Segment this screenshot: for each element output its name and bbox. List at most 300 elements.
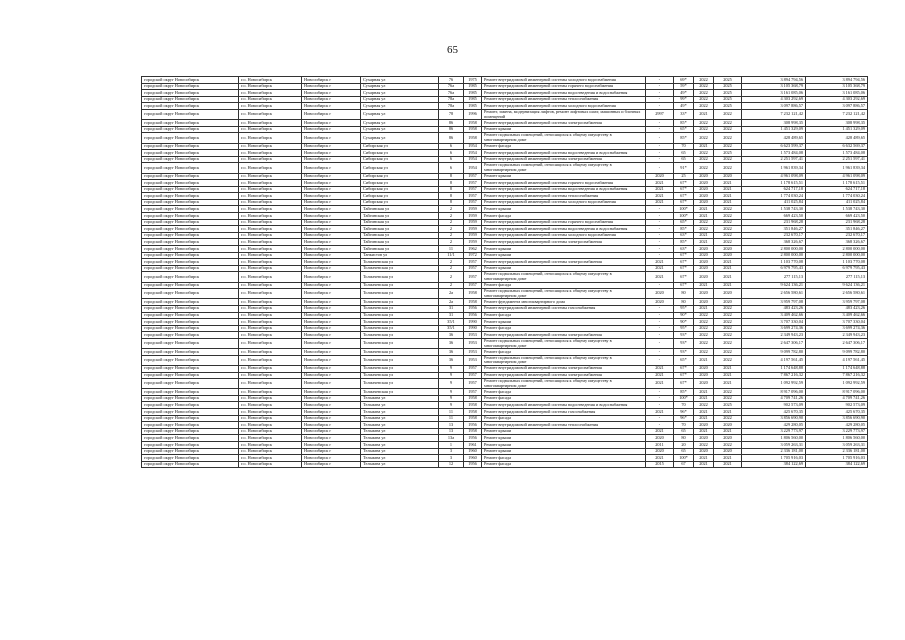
municipality-cell: городской округ Новосибирск — [142, 239, 239, 246]
build-year-cell: 1953 — [464, 355, 482, 365]
wear-percent-cell: 59* — [674, 83, 694, 90]
locality-cell: Новосибирск г — [302, 455, 361, 462]
district-cell: г.о. Новосибирск — [239, 402, 302, 409]
cost-total-cell: 425 670,35 — [742, 409, 806, 416]
district-cell: г.о. Новосибирск — [239, 83, 302, 90]
locality-cell: Новосибирск г — [302, 193, 361, 200]
house-number-cell: 8 — [439, 186, 464, 193]
municipality-cell: городской округ Новосибирск — [142, 365, 239, 372]
house-number-cell: 2 — [439, 259, 464, 266]
locality-cell: Новосибирск г — [302, 428, 361, 435]
street-cell: Сухарная ул — [361, 103, 439, 110]
table-row — [142, 133, 868, 143]
last-repair-year-cell: - — [646, 213, 674, 220]
work-type-cell: Ремонт внутридомовой инженерной системы холодного водоснабжения — [482, 103, 646, 110]
build-year-cell: 1957 — [464, 173, 482, 180]
house-number-cell: 2 — [439, 206, 464, 213]
table-row — [142, 332, 868, 339]
locality-cell: Новосибирск г — [302, 319, 361, 326]
cost-fund-cell: 277 115,13 — [806, 272, 868, 282]
plan-start-cell: 2022 — [694, 163, 714, 173]
plan-end-cell: 2025 — [714, 90, 742, 97]
plan-end-cell: 2025 — [714, 150, 742, 157]
cost-fund-cell: 669 423,50 — [806, 213, 868, 220]
work-type-cell: Ремонт внутридомовой инженерной системы холодного водоснабжения — [482, 232, 646, 239]
cost-total-cell: 3 161 085,06 — [742, 90, 806, 97]
locality-cell: Новосибирск г — [302, 379, 361, 389]
district-cell: г.о. Новосибирск — [239, 289, 302, 299]
district-cell: г.о. Новосибирск — [239, 163, 302, 173]
district-cell: г.о. Новосибирск — [239, 325, 302, 332]
locality-cell: Новосибирск г — [302, 109, 361, 119]
cost-total-cell: 9 624 136,21 — [742, 282, 806, 289]
last-repair-year-cell: - — [646, 77, 674, 84]
cost-total-cell: 483 423,26 — [742, 305, 806, 312]
cost-fund-cell: 3 409 462,66 — [806, 312, 868, 319]
house-number-cell: 78 — [439, 109, 464, 119]
municipality-cell: городской округ Новосибирск — [142, 325, 239, 332]
build-year-cell: 1958 — [464, 402, 482, 409]
last-repair-year-cell: - — [646, 126, 674, 133]
work-type-cell: Ремонт внутридомовой инженерной системы горячего водоснабжения — [482, 219, 646, 226]
last-repair-year-cell: - — [646, 415, 674, 422]
table-row — [142, 325, 868, 332]
street-cell: Тельмана ул — [361, 448, 439, 455]
work-type-cell: Ремонт, замена, модернизация лифтов, ремонт лифтовых шахт, машинных и блочных помещений — [482, 109, 646, 119]
cost-total-cell: 3 229 773,97 — [742, 428, 806, 435]
district-cell: г.о. Новосибирск — [239, 77, 302, 84]
build-year-cell: 1958 — [464, 299, 482, 306]
cost-fund-cell: 1 178 615,51 — [806, 180, 868, 187]
cost-fund-cell: 4 709 741,26 — [806, 395, 868, 402]
wear-percent-cell: 20 — [674, 442, 694, 449]
municipality-cell: городской округ Новосибирск — [142, 186, 239, 193]
cost-fund-cell: 3 856 690,90 — [806, 415, 868, 422]
build-year-cell: 1954 — [464, 156, 482, 163]
build-year-cell: 1958 — [464, 415, 482, 422]
wear-percent-cell: 95* — [674, 305, 694, 312]
work-type-cell: Ремонт внутридомовой инженерной системы водоотведения и водоснабжения — [482, 186, 646, 193]
last-repair-year-cell: - — [646, 239, 674, 246]
last-repair-year-cell: - — [646, 206, 674, 213]
last-repair-year-cell: - — [646, 312, 674, 319]
street-cell: Тайгинская ул — [361, 226, 439, 233]
municipality-cell: городской округ Новосибирск — [142, 103, 239, 110]
build-year-cell: 1958 — [464, 126, 482, 133]
table-row — [142, 126, 868, 133]
municipality-cell: городской округ Новосибирск — [142, 272, 239, 282]
municipality-cell: городской округ Новосибирск — [142, 173, 239, 180]
plan-start-cell: 2022 — [694, 325, 714, 332]
plan-end-cell: 2022 — [714, 219, 742, 226]
municipality-cell: городской округ Новосибирск — [142, 126, 239, 133]
last-repair-year-cell: - — [646, 422, 674, 429]
district-cell: г.о. Новосибирск — [239, 395, 302, 402]
plan-start-cell: 2021 — [694, 355, 714, 365]
table-row — [142, 461, 868, 468]
house-number-cell: 78а — [439, 96, 464, 103]
street-cell: Сибирская ул — [361, 156, 439, 163]
municipality-cell: городской округ Новосибирск — [142, 312, 239, 319]
house-number-cell: 36 — [439, 355, 464, 365]
cost-total-cell: 1 538 743,30 — [742, 206, 806, 213]
last-repair-year-cell: 2020 — [646, 299, 674, 306]
district-cell: г.о. Новосибирск — [239, 120, 302, 127]
district-cell: г.о. Новосибирск — [239, 193, 302, 200]
table-row — [142, 232, 868, 239]
work-type-cell: Ремонт крыши — [482, 442, 646, 449]
street-cell: Тайгинская ул — [361, 239, 439, 246]
wear-percent-cell: 25 — [674, 173, 694, 180]
wear-percent-cell: 65 — [674, 150, 694, 157]
house-number-cell: 11 — [439, 415, 464, 422]
plan-end-cell: 2022 — [714, 213, 742, 220]
wear-percent-cell: 100* — [674, 455, 694, 462]
cost-total-cell: 384 122,69 — [742, 461, 806, 468]
street-cell: Сухарная ул — [361, 120, 439, 127]
house-number-cell: 9 — [439, 402, 464, 409]
district-cell: г.о. Новосибирск — [239, 226, 302, 233]
plan-start-cell: 2020 — [694, 252, 714, 259]
house-number-cell: 2 — [439, 226, 464, 233]
wear-percent-cell: 95* — [674, 325, 694, 332]
street-cell: Толмачевская ул — [361, 332, 439, 339]
cost-fund-cell: 3 161 085,06 — [806, 90, 868, 97]
district-cell: г.о. Новосибирск — [239, 422, 302, 429]
municipality-cell: городской округ Новосибирск — [142, 422, 239, 429]
locality-cell: Новосибирск г — [302, 272, 361, 282]
street-cell: Сибирская ул — [361, 199, 439, 206]
municipality-cell: городской округ Новосибирск — [142, 219, 239, 226]
locality-cell: Новосибирск г — [302, 305, 361, 312]
plan-start-cell: 2020 — [694, 299, 714, 306]
municipality-cell: городской округ Новосибирск — [142, 395, 239, 402]
locality-cell: Новосибирск г — [302, 355, 361, 365]
street-cell: Сибирская ул — [361, 193, 439, 200]
table-row — [142, 83, 868, 90]
work-type-cell: Ремонт фасада — [482, 455, 646, 462]
plan-start-cell: 2022 — [694, 349, 714, 356]
house-number-cell: 9 — [439, 365, 464, 372]
street-cell: Сибирская ул — [361, 186, 439, 193]
plan-start-cell: 2020 — [694, 199, 714, 206]
work-type-cell: Ремонт внутридомовой инженерной системы водоотведения и водоснабжения — [482, 226, 646, 233]
wear-percent-cell: 63* — [674, 232, 694, 239]
plan-start-cell: 2022 — [694, 96, 714, 103]
district-cell: г.о. Новосибирск — [239, 206, 302, 213]
plan-end-cell: 2022 — [714, 312, 742, 319]
table-row — [142, 272, 868, 282]
build-year-cell: 1996 — [464, 109, 482, 119]
wear-percent-cell: 85* — [674, 226, 694, 233]
street-cell: Тельмана ул — [361, 415, 439, 422]
wear-percent-cell: 67* — [674, 265, 694, 272]
build-year-cell: 1958 — [464, 395, 482, 402]
plan-start-cell: 2022 — [694, 402, 714, 409]
build-year-cell: 1962 — [464, 246, 482, 253]
locality-cell: Новосибирск г — [302, 232, 361, 239]
last-repair-year-cell: 2997 — [646, 109, 674, 119]
street-cell: Сибирская ул — [361, 173, 439, 180]
last-repair-year-cell: - — [646, 133, 674, 143]
wear-percent-cell: 67* — [674, 193, 694, 200]
plan-end-cell: 2021 — [714, 379, 742, 389]
street-cell: Тельмана ул — [361, 455, 439, 462]
last-repair-year-cell: 2021 — [646, 428, 674, 435]
work-type-cell: Ремонт фасада — [482, 349, 646, 356]
plan-start-cell: 2021 — [694, 206, 714, 213]
plan-end-cell: 2022 — [714, 206, 742, 213]
locality-cell: Новосибирск г — [302, 332, 361, 339]
wear-percent-cell: 93* — [674, 332, 694, 339]
plan-end-cell: 2021 — [714, 409, 742, 416]
plan-end-cell: 2022 — [714, 349, 742, 356]
plan-end-cell: 2022 — [714, 389, 742, 396]
build-year-cell: 1990 — [464, 325, 482, 332]
table-row — [142, 282, 868, 289]
cost-fund-cell: 429 280,05 — [806, 422, 868, 429]
street-cell: Толмачевская ул — [361, 379, 439, 389]
build-year-cell: 1960 — [464, 448, 482, 455]
cost-fund-cell: 384 122,69 — [806, 461, 868, 468]
last-repair-year-cell: 2021 — [646, 455, 674, 462]
work-type-cell: Ремонт внутридомовой инженерной системы холодного водоснабжения — [482, 77, 646, 84]
district-cell: г.о. Новосибирск — [239, 180, 302, 187]
build-year-cell: 1958 — [464, 133, 482, 143]
work-type-cell: Ремонт внутридомовой инженерной системы теплоснабжения — [482, 96, 646, 103]
house-number-cell: 11 — [439, 409, 464, 416]
cost-total-cell: 231 968,28 — [742, 219, 806, 226]
locality-cell: Новосибирск г — [302, 239, 361, 246]
plan-end-cell: 2020 — [714, 252, 742, 259]
plan-end-cell: 2021 — [714, 180, 742, 187]
house-number-cell: 2а — [439, 299, 464, 306]
district-cell: г.о. Новосибирск — [239, 252, 302, 259]
cost-fund-cell: 1 451 329,09 — [806, 126, 868, 133]
street-cell: Толмачевская ул — [361, 282, 439, 289]
house-number-cell: 13 — [439, 428, 464, 435]
street-cell: Тельмана ул — [361, 395, 439, 402]
house-number-cell: 36 — [439, 338, 464, 348]
table-row — [142, 402, 868, 409]
plan-end-cell: 2021 — [714, 265, 742, 272]
plan-end-cell: 2022 — [714, 319, 742, 326]
build-year-cell: 1957 — [464, 265, 482, 272]
street-cell: Толмачевская ул — [361, 289, 439, 299]
work-type-cell: Ремонт внутридомовой инженерной системы электроснабжения — [482, 239, 646, 246]
locality-cell: Новосибирск г — [302, 389, 361, 396]
municipality-cell: городской округ Новосибирск — [142, 299, 239, 306]
locality-cell: Новосибирск г — [302, 312, 361, 319]
street-cell: Сухарная ул — [361, 77, 439, 84]
locality-cell: Новосибирск г — [302, 338, 361, 348]
table-row — [142, 246, 868, 253]
table-row — [142, 372, 868, 379]
cost-fund-cell: 3 105 368,79 — [806, 83, 868, 90]
cost-total-cell: 7 232 121,42 — [742, 109, 806, 119]
build-year-cell: 1957 — [464, 186, 482, 193]
last-repair-year-cell: - — [646, 355, 674, 365]
last-repair-year-cell: - — [646, 90, 674, 97]
house-number-cell: 2 — [439, 213, 464, 220]
cost-total-cell: 4 197 561,45 — [742, 355, 806, 365]
plan-start-cell: 2020 — [694, 365, 714, 372]
build-year-cell: 1958 — [464, 289, 482, 299]
plan-end-cell: 2020 — [714, 422, 742, 429]
cost-total-cell: 6 623 599,37 — [742, 143, 806, 150]
build-year-cell: 1959 — [464, 232, 482, 239]
last-repair-year-cell: - — [646, 219, 674, 226]
street-cell: Тайгинская ул — [361, 213, 439, 220]
district-cell: г.о. Новосибирск — [239, 428, 302, 435]
municipality-cell: городской округ Новосибирск — [142, 435, 239, 442]
work-type-cell: Ремонт внутридомовой инженерной системы теплоснабжения — [482, 193, 646, 200]
cost-fund-cell: 1 103 770,08 — [806, 259, 868, 266]
work-type-cell: Ремонт крыши — [482, 126, 646, 133]
locality-cell: Новосибирск г — [302, 299, 361, 306]
plan-end-cell: 2025 — [714, 103, 742, 110]
cost-fund-cell: 7 867 216,32 — [806, 372, 868, 379]
locality-cell: Новосибирск г — [302, 120, 361, 127]
house-number-cell: 3 — [439, 455, 464, 462]
table-row — [142, 180, 868, 187]
plan-start-cell: 2020 — [694, 422, 714, 429]
table-row — [142, 422, 868, 429]
build-year-cell: 1957 — [464, 180, 482, 187]
wear-percent-cell: 67* — [674, 186, 694, 193]
plan-end-cell: 2021 — [714, 272, 742, 282]
table-row — [142, 143, 868, 150]
municipality-cell: городской округ Новосибирск — [142, 389, 239, 396]
work-type-cell: Ремонт внутридомовой инженерной системы электроснабжения — [482, 120, 646, 127]
work-type-cell: Ремонт фасада — [482, 282, 646, 289]
plan-start-cell: 2021 — [694, 409, 714, 416]
wear-percent-cell: 67* — [674, 180, 694, 187]
work-type-cell: Ремонт подвальных помещений, относящихся к общему имуществу в многоквартирном доме — [482, 338, 646, 348]
house-number-cell: 11/1 — [439, 252, 464, 259]
work-type-cell: Ремонт фасада — [482, 415, 646, 422]
house-number-cell: 35/1 — [439, 325, 464, 332]
house-number-cell: 9 — [439, 389, 464, 396]
table-row — [142, 226, 868, 233]
house-number-cell: 8 — [439, 180, 464, 187]
cost-total-cell: 3 959 797,08 — [742, 299, 806, 306]
last-repair-year-cell: - — [646, 349, 674, 356]
cost-fund-cell: 4 303 292,69 — [806, 96, 868, 103]
work-type-cell: Ремонт внутридомовой инженерной системы электроснабжения — [482, 365, 646, 372]
table-row — [142, 186, 868, 193]
cost-fund-cell: 308 998,35 — [806, 120, 868, 127]
wear-percent-cell: 70 — [674, 143, 694, 150]
street-cell: Сухарная ул — [361, 96, 439, 103]
last-repair-year-cell: - — [646, 332, 674, 339]
cost-total-cell: 2 647 306,17 — [742, 338, 806, 348]
house-number-cell: 2 — [439, 239, 464, 246]
wear-percent-cell: 70 — [674, 402, 694, 409]
street-cell: Сухарная ул — [361, 109, 439, 119]
wear-percent-cell: 85* — [674, 389, 694, 396]
wear-percent-cell: 63* — [674, 246, 694, 253]
table-row — [142, 77, 868, 84]
cost-total-cell: 277 115,13 — [742, 272, 806, 282]
plan-start-cell: 2021 — [694, 415, 714, 422]
cost-total-cell: 2 251 597,41 — [742, 156, 806, 163]
build-year-cell: 1957 — [464, 199, 482, 206]
cost-fund-cell: 9 099 782,80 — [806, 349, 868, 356]
cost-total-cell: 3 105 368,79 — [742, 83, 806, 90]
house-number-cell: 6 — [439, 156, 464, 163]
district-cell: г.о. Новосибирск — [239, 90, 302, 97]
wear-percent-cell: 100* — [674, 395, 694, 402]
wear-percent-cell: 70 — [674, 422, 694, 429]
locality-cell: Новосибирск г — [302, 409, 361, 416]
municipality-cell: городской округ Новосибирск — [142, 428, 239, 435]
street-cell: Тайгинская ул — [361, 219, 439, 226]
table-row — [142, 435, 868, 442]
cost-total-cell: 2 349 943,23 — [742, 332, 806, 339]
district-cell: г.о. Новосибирск — [239, 365, 302, 372]
table-row — [142, 156, 868, 163]
municipality-cell: городской округ Новосибирск — [142, 199, 239, 206]
table-row — [142, 312, 868, 319]
street-cell: Сибирская ул — [361, 163, 439, 173]
work-type-cell: Ремонт крыши — [482, 173, 646, 180]
wear-percent-cell: 90* — [674, 312, 694, 319]
cost-total-cell: 1 573 484,08 — [742, 150, 806, 157]
district-cell: г.о. Новосибирск — [239, 349, 302, 356]
cost-fund-cell: 1 961 839,34 — [806, 163, 868, 173]
plan-end-cell: 2021 — [714, 282, 742, 289]
build-year-cell: 1958 — [464, 120, 482, 127]
district-cell: г.о. Новосибирск — [239, 372, 302, 379]
cost-total-cell: 368 326,67 — [742, 239, 806, 246]
cost-fund-cell: 6 632 569,37 — [806, 143, 868, 150]
cost-fund-cell: 6 979 795,43 — [806, 265, 868, 272]
plan-start-cell: 2020 — [694, 180, 714, 187]
house-number-cell: 13а — [439, 435, 464, 442]
street-cell: Тельмана ул — [361, 422, 439, 429]
street-cell: Толмачевская ул — [361, 372, 439, 379]
last-repair-year-cell: 2020 — [646, 289, 674, 299]
cost-fund-cell: 428 489,65 — [806, 133, 868, 143]
house-number-cell: 78а — [439, 103, 464, 110]
wear-percent-cell: 65* — [674, 219, 694, 226]
plan-start-cell: 2022 — [694, 332, 714, 339]
cost-fund-cell: 624 717,18 — [806, 186, 868, 193]
work-type-cell: Ремонт внутридомовой инженерной системы водоотведения и водоснабжения — [482, 90, 646, 97]
locality-cell: Новосибирск г — [302, 395, 361, 402]
house-number-cell: 2 — [439, 265, 464, 272]
plan-end-cell: 2021 — [714, 186, 742, 193]
house-number-cell: 86 — [439, 133, 464, 143]
wear-percent-cell: 67 — [674, 461, 694, 468]
table-body — [142, 77, 868, 468]
table-row — [142, 455, 868, 462]
table-row — [142, 259, 868, 266]
house-number-cell: 86 — [439, 120, 464, 127]
last-repair-year-cell: - — [646, 338, 674, 348]
last-repair-year-cell: 2021 — [646, 199, 674, 206]
table-row — [142, 409, 868, 416]
municipality-cell: городской округ Новосибирск — [142, 143, 239, 150]
work-type-cell: Ремонт внутридомовой инженерной системы электроснабжения — [482, 259, 646, 266]
locality-cell: Новосибирск г — [302, 372, 361, 379]
plan-start-cell: 2022 — [694, 338, 714, 348]
cost-total-cell: 308 998,35 — [742, 120, 806, 127]
last-repair-year-cell: - — [646, 395, 674, 402]
house-number-cell: 9 — [439, 379, 464, 389]
plan-start-cell: 2021 — [694, 239, 714, 246]
